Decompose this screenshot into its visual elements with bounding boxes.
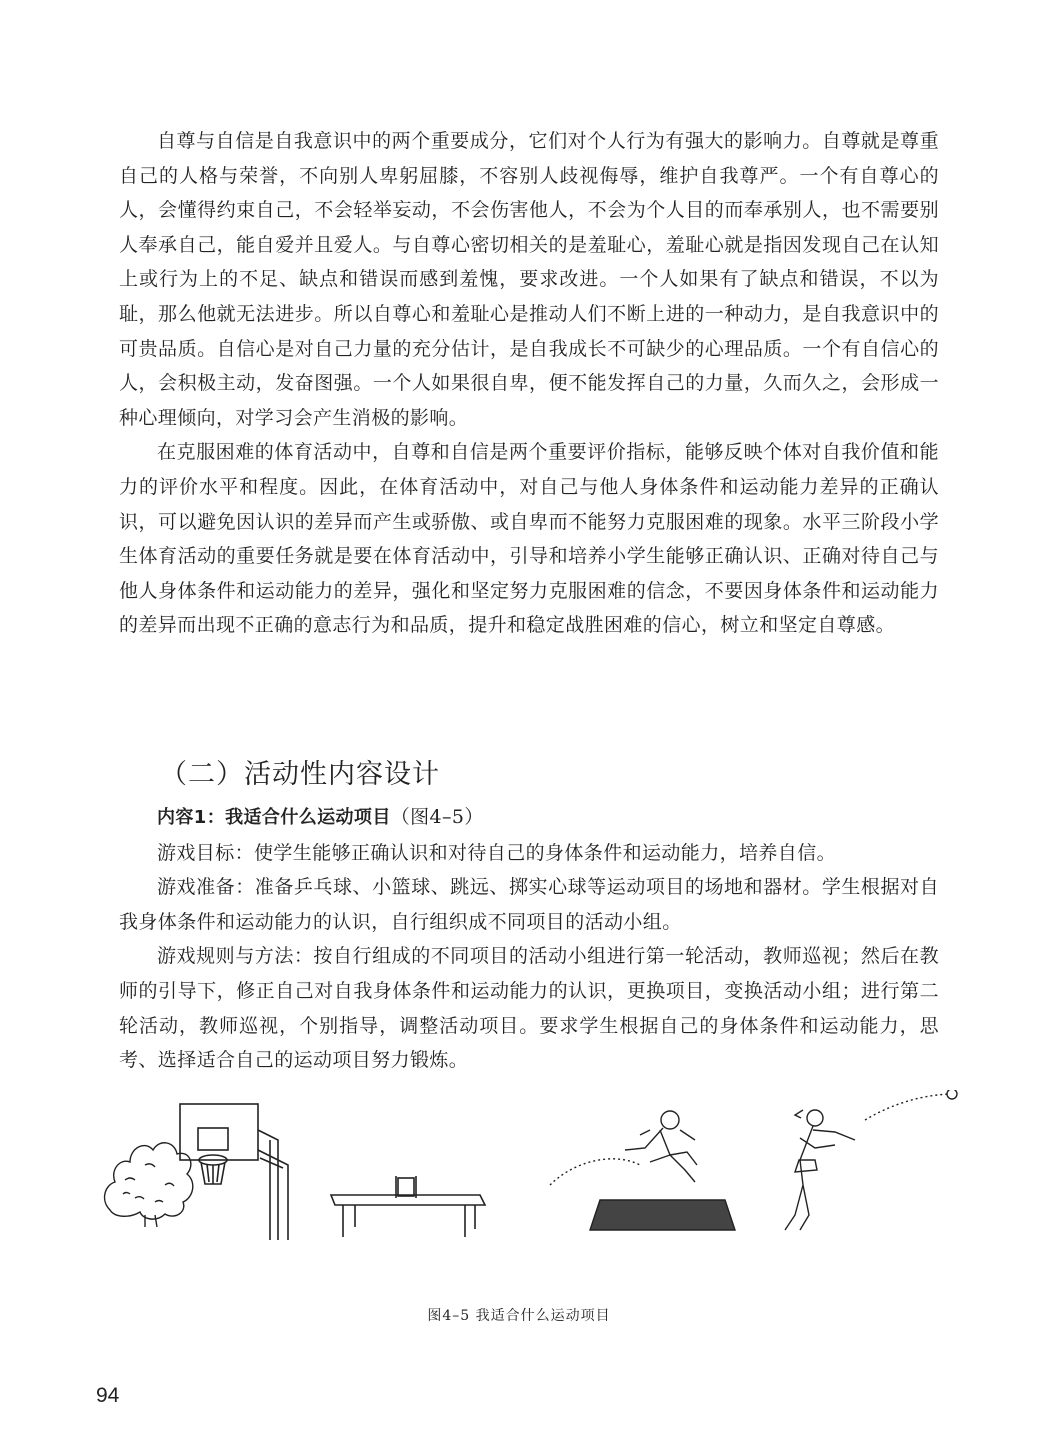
game-rules: 游戏规则与方法：按自行组成的不同项目的活动小组进行第一轮活动，教师巡视；然后在教师的引导下，修正自己对自我身体条件和运动能力的认识，更换项目，变换活动小组；进行第二轮活动，教师巡视，个别指导，调整活动项目。要求学生根据自己的身体条件和运动能力，思考、选择适合自己的运动项目努力锻炼。 (119, 945, 939, 1072)
section-heading: （二）活动性内容设计 (160, 759, 440, 790)
paragraph-sports-activity: 在克服困难的体育活动中，自尊和自信是两个重要评价指标，能够反映个体对自我价值和能力的评价水平和程度。因此，在体育活动中，对自己与他人身体条件和运动能力差异的正确认识，可以避免因认识的差异而产生或骄傲、或自卑而不能努力克服困难的现象。水平三阶段小学生体育活动的重要任务就是要在体育活动中，引导和培养小学生能够正确认识、正确对待自己与他人身体条件和运动能力的差异，强化和坚定努力克服困难的信念，不要因身体条件和运动能力的差异而出现不正确的意志行为和品质，提升和稳定战胜困难的信心，树立和坚定自尊感。 (119, 441, 939, 637)
ping-pong-table-drawing (331, 1176, 485, 1237)
page-number: 94 (96, 1384, 120, 1407)
long-jump-drawing (550, 1111, 735, 1230)
figure-reference: （图4–5） (390, 806, 484, 828)
game-preparation: 游戏准备：准备乒乓球、小篮球、跳远、掷实心球等运动项目的场地和器材。学生根据对自我身体条件和运动能力的认识，自行组织成不同项目的活动小组。 (119, 876, 939, 933)
sports-illustration (95, 1090, 965, 1260)
figure-caption: 图4–5 我适合什么运动项目 (427, 1308, 611, 1324)
content-title (119, 800, 939, 836)
game-goal: 游戏目标：使学生能够正确认识和对待自己的身体条件和运动能力，培养自信。 (157, 841, 837, 864)
body-text (119, 124, 939, 643)
content-title-bold: 内容1：我适合什么运动项目 (157, 807, 391, 828)
shot-put-drawing (785, 1090, 957, 1230)
basketball-hoop-drawing (180, 1104, 288, 1240)
activity-content (119, 800, 939, 1078)
paragraph-self-esteem: 自尊与自信是自我意识中的两个重要成分，它们对个人行为有强大的影响力。自尊就是尊重自己的人格与荣誉，不向别人卑躬屈膝，不容别人歧视侮辱，维护自我尊严。一个有自尊心的人，会懂得约束自己，不会轻举妄动，不会伤害他人，不会为个人目的而奉承别人，也不需要别人奉承自己，能自爱并且爱人。与自尊心密切相关的是羞耻心，羞耻心就是指因发现自己在认知上或行为上的不足、缺点和错误而感到羞愧，要求改进。一个人如果有了缺点和错误，不以为耻，那么他就无法进步。所以自尊心和羞耻心是推动人们不断上进的一种动力，是自我意识中的可贵品质。自信心是对自己力量的充分估计，是自我成长不可缺少的心理品质。一个有自信心的人，会积极主动，发奋图强。一个人如果很自卑，便不能发挥自己的力量，久而久之，会形成一种心理倾向，对学习会产生消极的影响。 (119, 130, 939, 429)
